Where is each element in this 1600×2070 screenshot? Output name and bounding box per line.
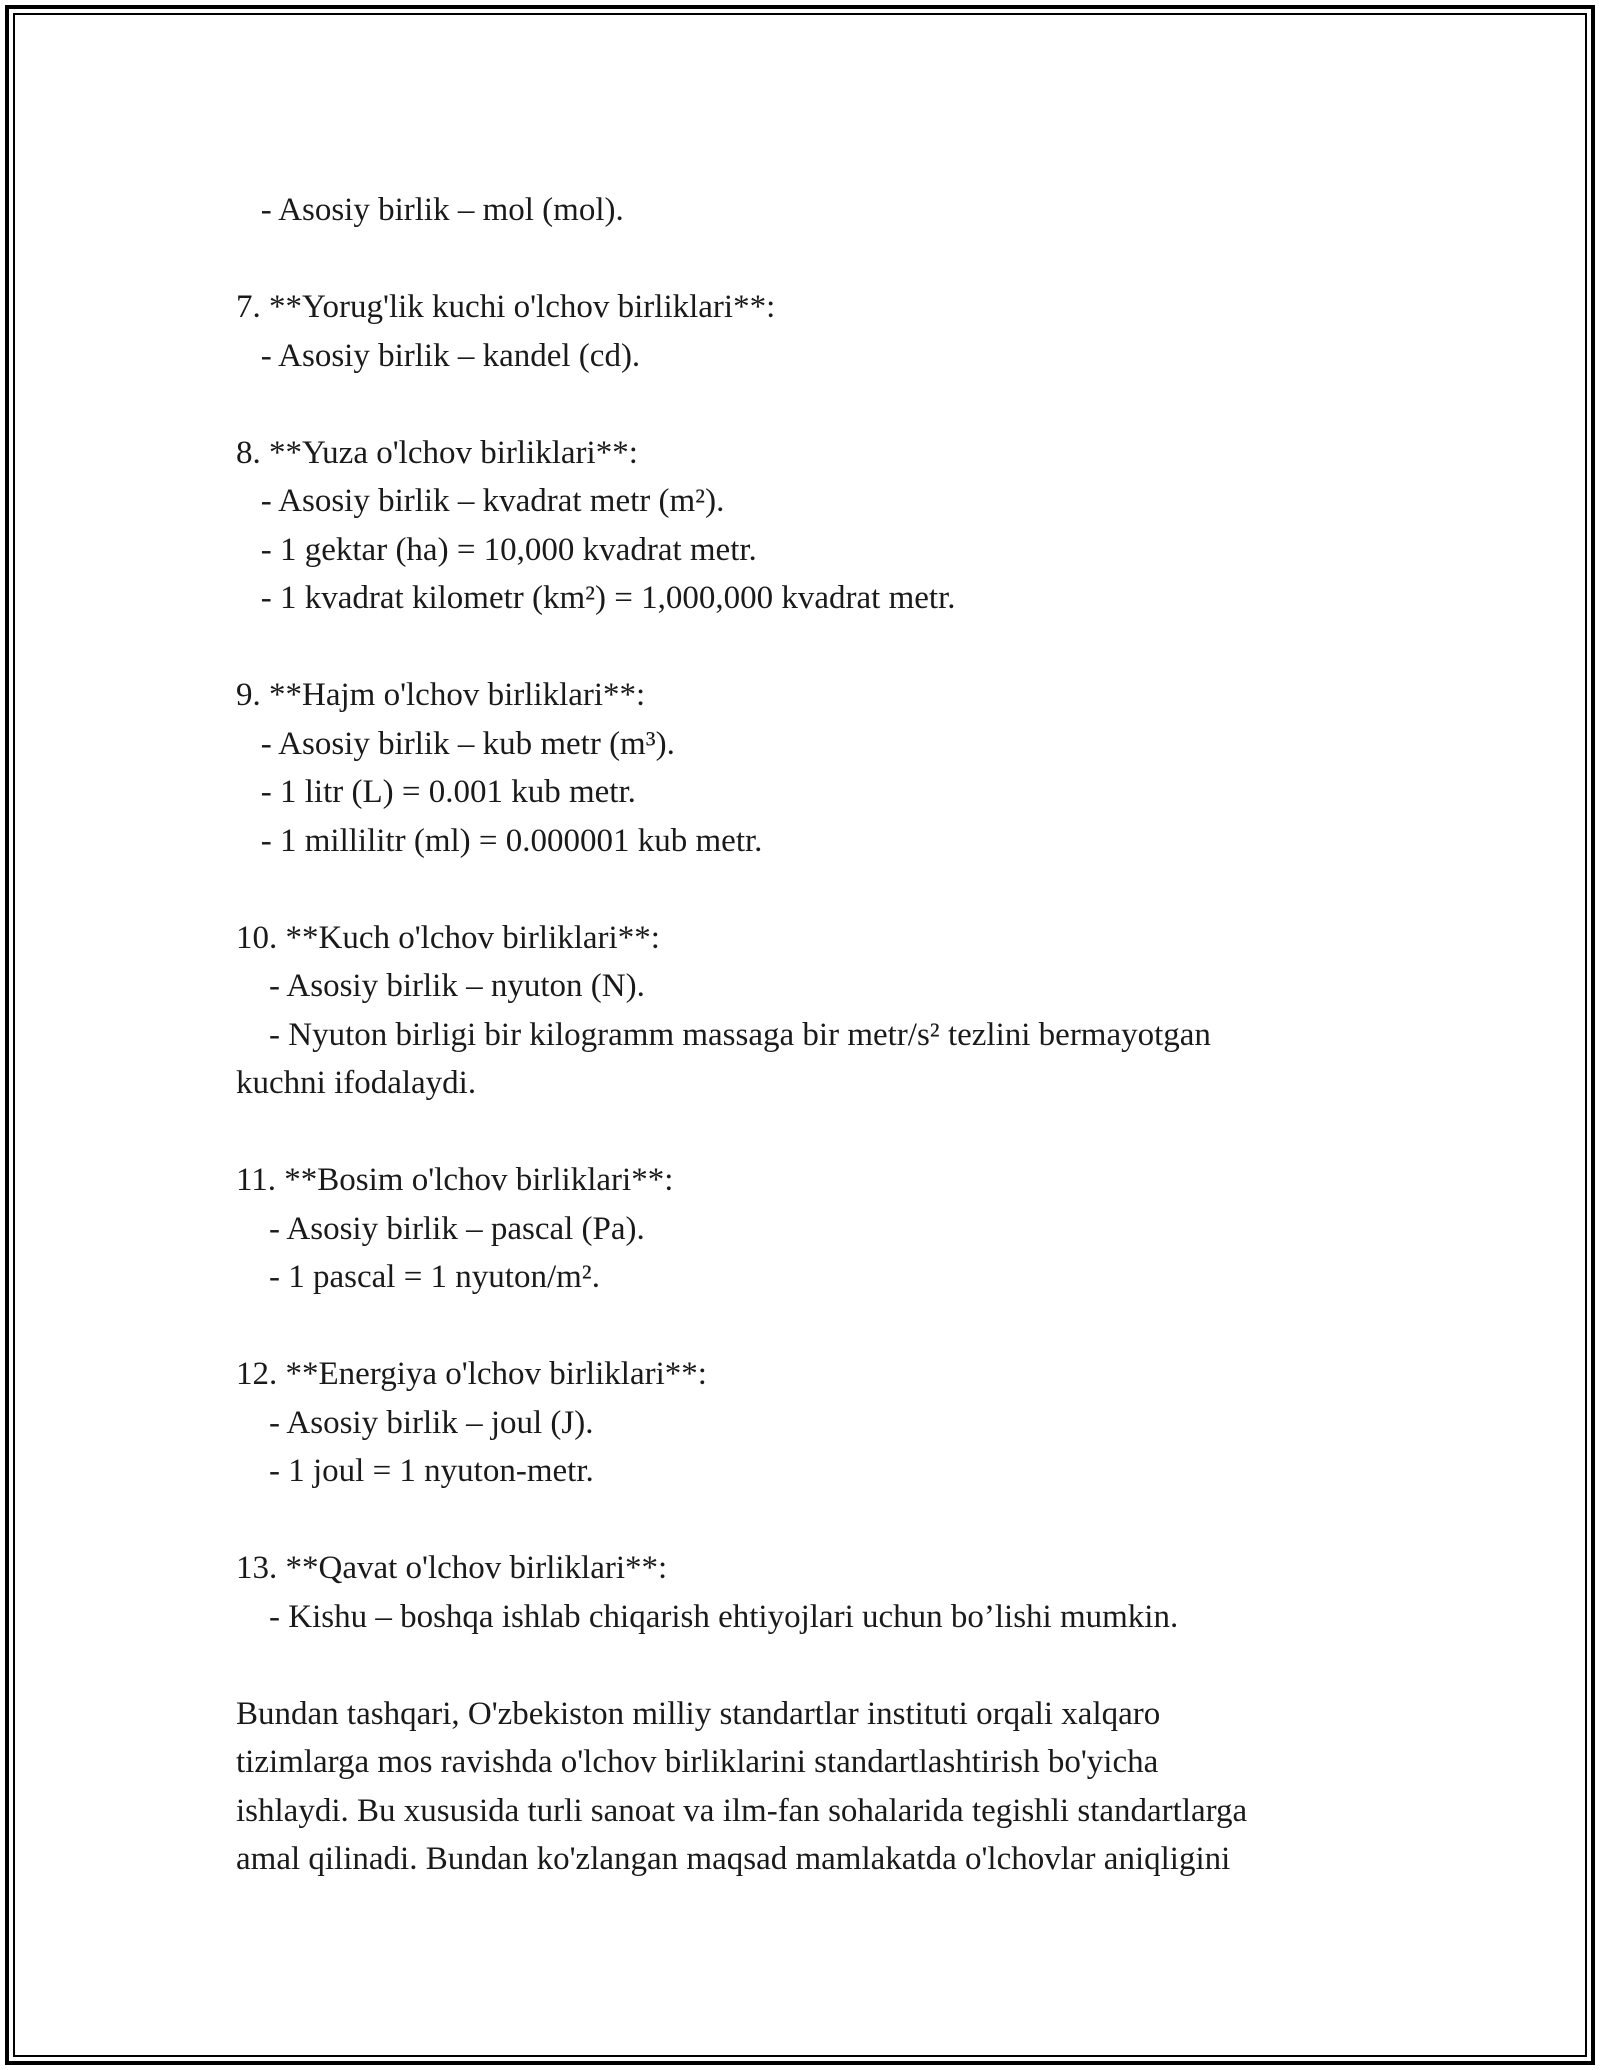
text-line: - Asosiy birlik – pascal (Pa).	[236, 1210, 645, 1247]
section-heading: 8. **Yuza o'lchov birliklari**:	[236, 434, 638, 471]
section-heading: 7. **Yorug'lik kuchi o'lchov birliklari**:	[236, 289, 776, 325]
text-line: - Asosiy birlik – nyuton (N).	[236, 968, 645, 1004]
blank-line	[236, 235, 1376, 284]
blank-line	[236, 1302, 1376, 1351]
section-heading: 10. **Kuch o'lchov birliklari**:	[236, 919, 660, 956]
text-line: - 1 gektar (ha) = 10,000 kvadrat metr.	[236, 531, 757, 568]
section-heading: 13. **Qavat o'lchov birliklari**:	[236, 1550, 668, 1586]
blank-line	[236, 1108, 1376, 1157]
text-line: - Kishu – boshqa ishlab chiqarish ehtiyojlari uchun bo’lishi mumkin.	[236, 1598, 1179, 1635]
section-heading: 12. **Energiya o'lchov birliklari**:	[236, 1356, 707, 1392]
text-line: - Nyuton birligi bir kilogramm massaga bir metr/s² tezlini bermayotgan	[236, 1016, 1211, 1053]
text-line: - Asosiy birlik – kvadrat metr (m²).	[236, 483, 725, 519]
text-line: - 1 millilitr (ml) = 0.000001 kub metr.	[236, 822, 763, 859]
blank-line	[236, 1496, 1376, 1545]
text-line: - 1 pascal = 1 nyuton/m².	[236, 1259, 600, 1295]
paragraph-line: ishlaydi. Bu xususida turli sanoat va ilm-fan sohalarida tegishli standartlarga	[236, 1792, 1248, 1829]
blank-line	[236, 380, 1376, 429]
text-line: - 1 litr (L) = 0.001 kub metr.	[236, 774, 636, 810]
paragraph-line: Bundan tashqari, O'zbekiston milliy standartlar instituti orqali xalqaro	[236, 1695, 1161, 1732]
text-line: - 1 joul = 1 nyuton-metr.	[236, 1453, 594, 1489]
text-line: - Asosiy birlik – kandel (cd).	[236, 337, 641, 374]
text-line: - Asosiy birlik – kub metr (m³).	[236, 725, 675, 762]
paragraph-line: amal qilinadi. Bundan ko'zlangan maqsad mamlakatda o'lchovlar aniqligini	[236, 1841, 1231, 1877]
blank-line	[236, 1641, 1376, 1690]
paragraph-line: tizimlarga mos ravishda o'lchov birliklarini standartlashtirish bo'yicha	[236, 1744, 1159, 1780]
text-line: - 1 kvadrat kilometr (km²) = 1,000,000 kvadrat metr.	[236, 580, 956, 616]
document-page	[236, 186, 1376, 1884]
blank-line	[236, 623, 1376, 672]
section-heading: 9. **Hajm o'lchov birliklari**:	[236, 677, 646, 713]
text-line: - Asosiy birlik – mol (mol).	[236, 192, 624, 228]
text-line: kuchni ifodalaydi.	[236, 1065, 477, 1101]
blank-line	[236, 865, 1376, 914]
section-heading: 11. **Bosim o'lchov birliklari**:	[236, 1162, 674, 1198]
text-line: - Asosiy birlik – joul (J).	[236, 1404, 594, 1441]
